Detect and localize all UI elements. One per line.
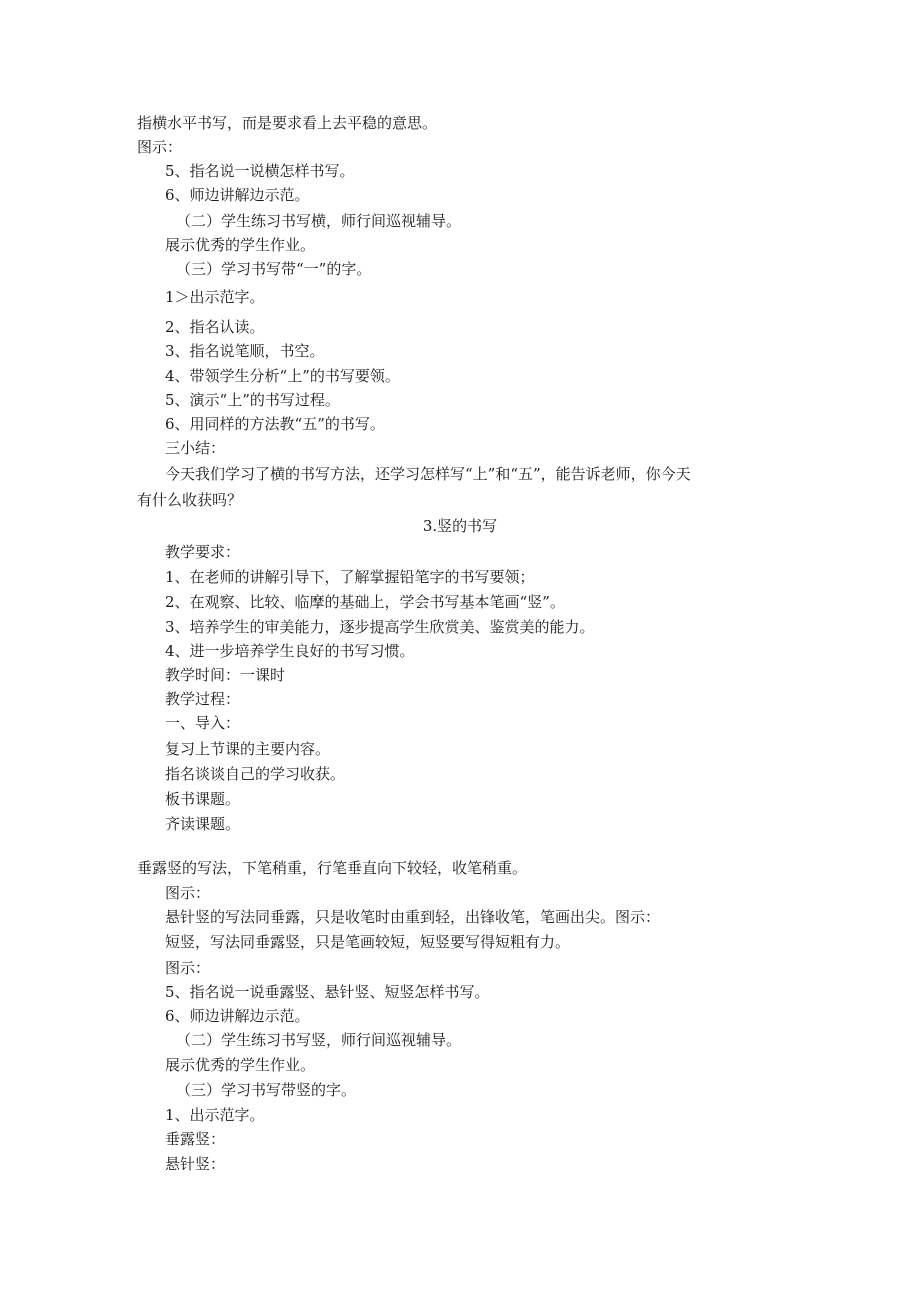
text-line: 齐读课题。	[165, 815, 241, 833]
text-line: 3、指名说笔顺，书空。	[165, 342, 325, 360]
text-line: 2、指名认读。	[165, 318, 265, 336]
text-line: （三）学习书写带竖的字。	[176, 1081, 357, 1099]
text-line: 指横水平书写，而是要求看上去平稳的意思。	[137, 114, 438, 132]
section-heading: 3.竖的书写	[422, 517, 498, 535]
text-line: 6、用同样的方法教“五”的书写。	[165, 415, 385, 433]
text-line: 6、师边讲解边示范。	[165, 1007, 310, 1025]
text-line: 悬针竖：	[165, 1155, 226, 1173]
text-line: 三小结：	[165, 439, 226, 457]
text-line: 教学时间：一课时	[165, 666, 286, 684]
text-line: （二）学生练习书写横，师行间巡视辅导。	[176, 212, 462, 230]
text-line: 短竖，写法同垂露竖，只是笔画较短，短竖要写得短粗有力。	[165, 933, 571, 951]
text-line: 教学要求：	[165, 543, 241, 561]
text-line: 展示优秀的学生作业。	[165, 236, 316, 254]
text-line: 今天我们学习了横的书写方法，还学习怎样写“上”和“五”，能告诉老师，你今天	[165, 465, 691, 483]
text-line: 1、在老师的讲解引导下，了解掌握铅笔字的书写要领；	[165, 568, 535, 586]
text-line: 一、导入：	[165, 714, 241, 732]
text-line: 4、带领学生分析“上”的书写要领。	[165, 367, 400, 385]
text-line: 指名谈谈自己的学习收获。	[165, 765, 346, 783]
text-line: 5、指名说一说横怎样书写。	[165, 162, 355, 180]
text-line: 5、演示“上”的书写过程。	[165, 391, 340, 409]
text-line: 教学过程：	[165, 690, 241, 708]
text-line: 图示：	[137, 138, 183, 156]
text-line: 图示：	[165, 959, 211, 977]
text-line: 2、在观察、比较、临摩的基础上，学会书写基本笔画“竖”。	[165, 593, 565, 611]
text-line: 板书课题。	[165, 790, 241, 808]
text-line: 复习上节课的主要内容。	[165, 740, 331, 758]
text-line: 垂露竖的写法，下笔稍重，行笔垂直向下较轻，收笔稍重。	[137, 859, 528, 877]
text-line: （三）学习书写带“一”的字。	[176, 260, 372, 278]
text-line: 1、出示范字。	[165, 1106, 265, 1124]
text-line: 垂露竖：	[165, 1130, 226, 1148]
text-line: 4、进一步培养学生良好的书写习惯。	[165, 642, 415, 660]
text-line: 展示优秀的学生作业。	[165, 1056, 316, 1074]
text-line: 6、师边讲解边示范。	[165, 186, 310, 204]
text-line: 3、培养学生的审美能力，逐步提高学生欣赏美、鉴赏美的能力。	[165, 618, 595, 636]
text-line: 图示：	[165, 884, 211, 902]
text-line: 5、指名说一说垂露竖、悬针竖、短竖怎样书写。	[165, 983, 490, 1001]
text-line: 有什么收获吗？	[137, 491, 243, 509]
text-line: （二）学生练习书写竖，师行间巡视辅导。	[176, 1031, 462, 1049]
text-line: 悬针竖的写法同垂露，只是收笔时由重到轻，出锋收笔，笔画出尖。图示：	[165, 908, 661, 926]
text-line: 1＞出示范字。	[165, 288, 265, 306]
